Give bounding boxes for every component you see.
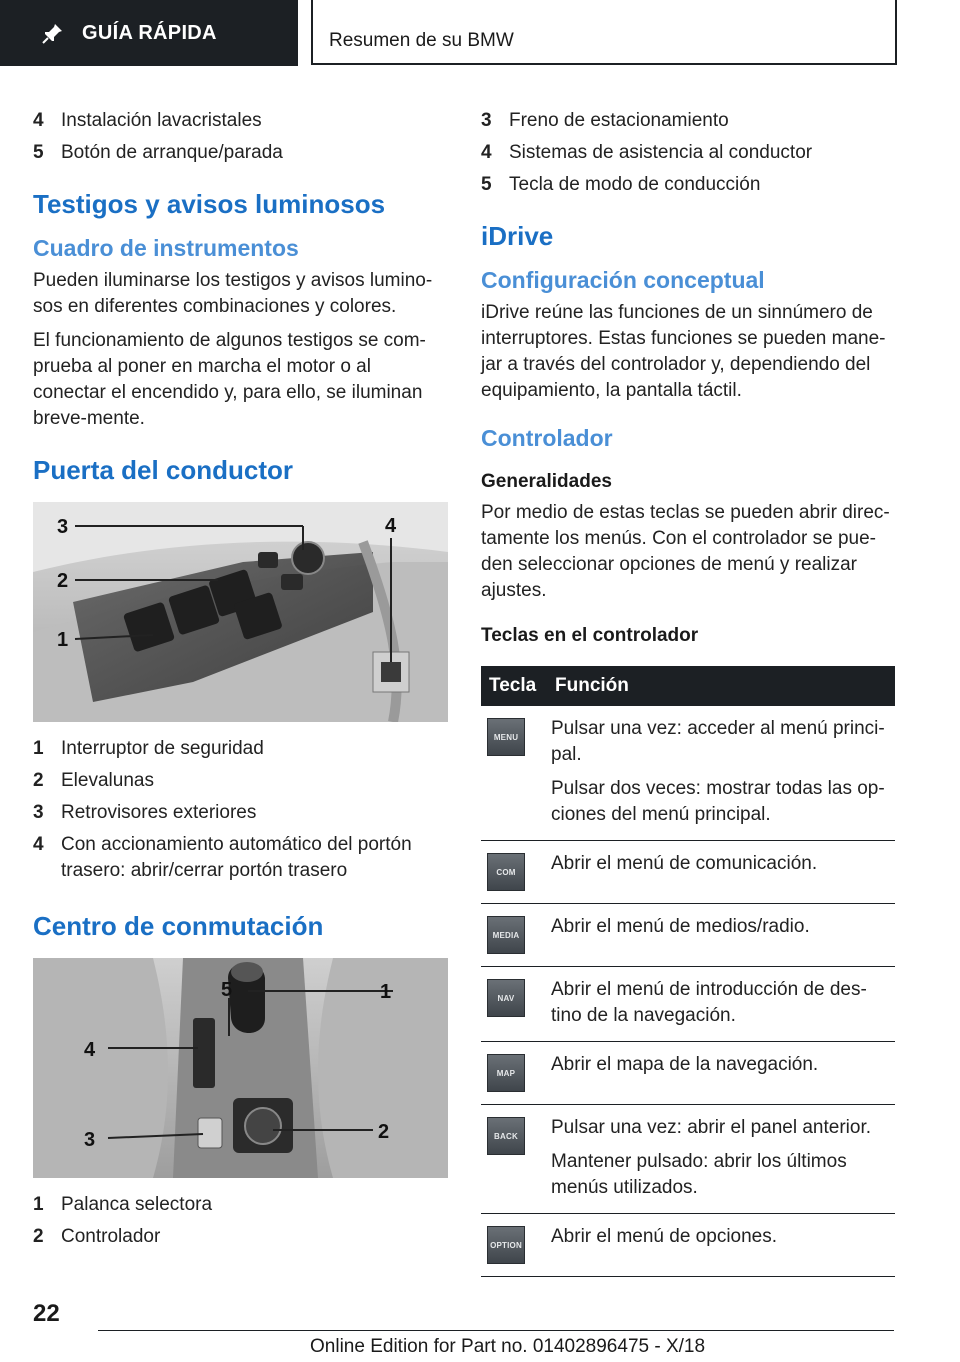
- table-row: MEDIA Abrir el menú de medios/radio.: [481, 904, 895, 967]
- callout-label: 2: [57, 570, 69, 592]
- nav-key-icon: NAV: [487, 979, 525, 1017]
- option-key-icon: OPTION: [487, 1226, 525, 1264]
- callout-label: 2: [378, 1121, 390, 1143]
- list-item: 5 Botón de arranque/parada: [33, 142, 283, 163]
- map-key-icon: MAP: [487, 1054, 525, 1092]
- table-row: COM Abrir el menú de comunicación.: [481, 841, 895, 904]
- back-key-icon: BACK: [487, 1117, 525, 1155]
- footer-divider: [98, 1330, 894, 1331]
- heading-centro: Centro de conmutación: [33, 911, 324, 941]
- left-column: [33, 108, 448, 1256]
- list-item: 4 Instalación lavacristales: [33, 110, 262, 131]
- center-console-photo: [33, 958, 448, 1178]
- table-row: NAV Abrir el menú de introducción de des-tino de la navegación.: [481, 967, 895, 1042]
- callout-label: 4: [84, 1039, 96, 1061]
- door-panel-photo: [33, 502, 448, 722]
- table-header-row: [481, 666, 895, 706]
- right-column: [481, 108, 896, 1277]
- list-item: 4 Sistemas de asistencia al conductor: [481, 142, 813, 163]
- heading-puerta: Puerta del conductor: [33, 455, 294, 485]
- heading-controlador: Controlador: [481, 425, 613, 451]
- section-tab-label: GUÍA RÁPIDA: [82, 21, 217, 44]
- callout-label: 3: [57, 516, 69, 538]
- list-item: 2 Elevalunas: [33, 770, 154, 791]
- section-tab[interactable]: [0, 0, 298, 66]
- keys-table: [481, 666, 895, 1277]
- page-header: [311, 0, 897, 65]
- menu-key-icon: MENU: [487, 718, 525, 756]
- paragraph: Pueden iluminarse los testigos y avisos lumino-sos en diferentes combinaciones y colores.: [33, 270, 433, 317]
- callout-label: 3: [84, 1129, 96, 1151]
- table-row: BACK Pulsar una vez: abrir el panel anterior. Mantener pulsado: abrir los últimos menús utilizados.: [481, 1105, 895, 1214]
- com-key-icon: COM: [487, 853, 525, 891]
- table-header-cell: Función: [551, 666, 895, 706]
- list-item: 1 Interruptor de seguridad: [33, 738, 264, 759]
- heading-teclas: Teclas en el controlador: [481, 625, 699, 646]
- pin-icon: [42, 22, 64, 44]
- paragraph: iDrive reúne las funciones de un sinnúmero de interruptores. Estas funciones se pueden mane-jar a través del controlador y, dependiendo del equipamiento, la pantalla táctil.: [481, 302, 886, 401]
- heading-idrive: iDrive: [481, 221, 554, 251]
- table-header-cell: Tecla: [481, 666, 551, 706]
- table-row: MAP Abrir el mapa de la navegación.: [481, 1042, 895, 1105]
- list-item: 3 Freno de estacionamiento: [481, 110, 729, 131]
- table-row: OPTION Abrir el menú de opciones.: [481, 1214, 895, 1277]
- heading-generalidades: Generalidades: [481, 471, 612, 492]
- callout-label: 1: [57, 629, 69, 651]
- callout-label: 4: [385, 515, 397, 537]
- callout-label: 1: [380, 981, 392, 1003]
- list-item: 2 Controlador: [33, 1226, 161, 1247]
- page-header-title: Resumen de su BMW: [329, 30, 514, 51]
- heading-cuadro: Cuadro de instrumentos: [33, 235, 299, 261]
- callout-label: 5: [221, 979, 233, 1001]
- heading-testigos: Testigos y avisos luminosos: [33, 189, 386, 219]
- paragraph: Por medio de estas teclas se pueden abrir direc-tamente los menús. Con el controlador se pue-den seleccionar opciones de menú y realizar ajustes.: [481, 502, 890, 601]
- list-item: 1 Palanca selectora: [33, 1194, 213, 1215]
- media-key-icon: MEDIA: [487, 916, 525, 954]
- paragraph: El funcionamiento de algunos testigos se com-prueba al poner en marcha el motor o al conectar el encendido y, para ello, se iluminan breve-mente.: [33, 330, 426, 429]
- list-item: 3 Retrovisores exteriores: [33, 802, 257, 823]
- page-number: 22: [33, 1300, 60, 1327]
- list-item: 5 Tecla de modo de conducción: [481, 174, 761, 195]
- footer-edition-text: Online Edition for Part no. 01402896475 - X/18: [310, 1336, 706, 1357]
- list-item: 4 Con accionamiento automático del portón trasero: abrir/cerrar portón trasero: [33, 834, 412, 881]
- table-row: MENU Pulsar una vez: acceder al menú princi-pal. Pulsar dos veces: mostrar todas las op-ciones del menú principal.: [481, 706, 895, 841]
- heading-config: Configuración conceptual: [481, 267, 765, 293]
